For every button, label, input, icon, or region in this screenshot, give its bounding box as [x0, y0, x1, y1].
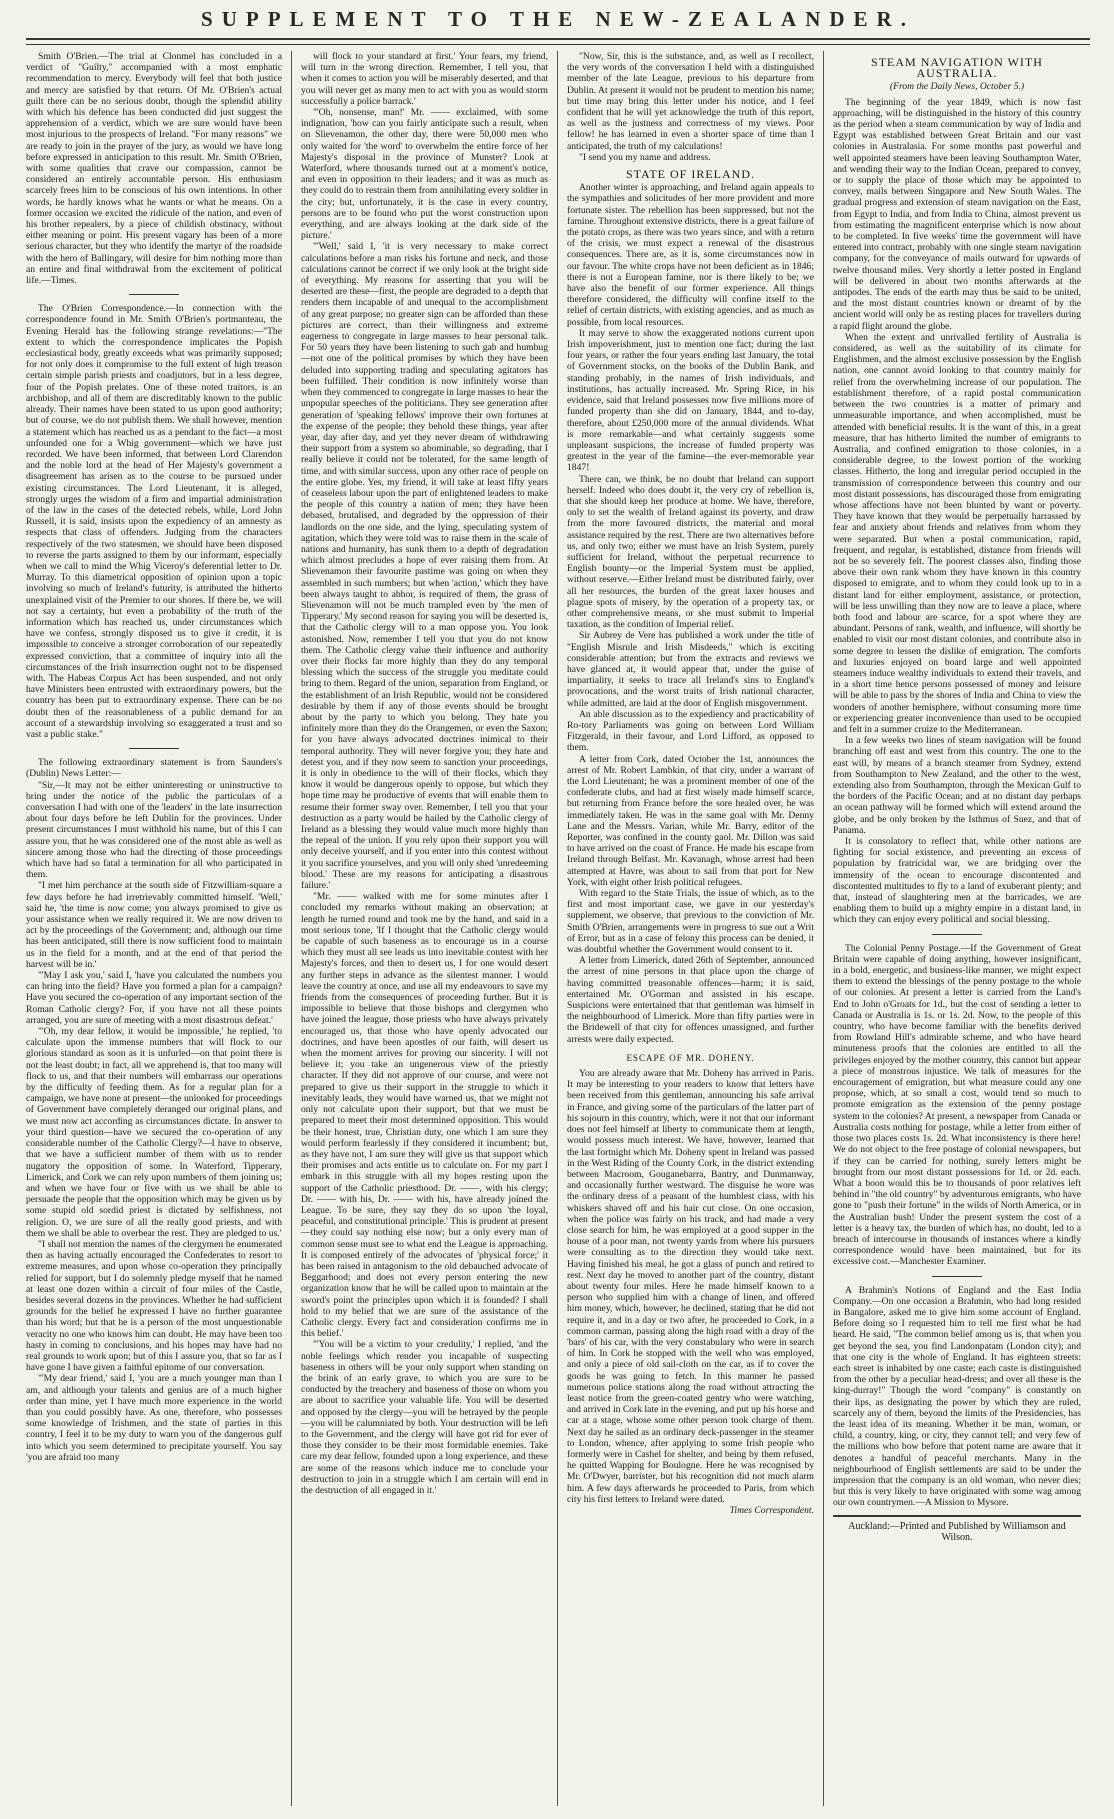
article-smith-obrien: Smith O'Brien.—The trial at Clonmel has concluded in a verdict of "Guilty," accompanied with a most emphatic recommendation to mercy. Everybody will feel that both justice and mercy are satisfied by that return. Of Mr. O'Brien's actual guilt there can be no serious doubt, though the splendid ability with which his defence has been conducted did just suggest the apprehension of a verdict, which we are sure would have been most injurious to the prospects of Ireland. "For many reasons" we are ready to join in the prayer of the jury, as would we have long before expressed in anticipation to this result. Mr. Smith O'Brien, with some qualities that crave our compassion, cannot be considered an entirely accountable person. His enthusiasm scarcely frees him to be conscious of his own intentions. In other words, he hardly knows what he wants or what he means. On a former occasion we excited the ridicule of the nation, and even of his brother repealers, by a piece of childish obstinacy, without either meaning or point. His present vagary has been of a more serious character, but they who identify the martyr of the roadside with the hero of Ballingary, will desire for him nothing more than an entire and final withdrawal from the excitement of political life.—Times.: [26, 51, 282, 287]
paragraph: An able discussion as to the expediency and practicability of Ro-tory Parliaments was going on between Lord William Fitzgerald, in their favour, and Lord Lifford, as opposed to them.: [567, 708, 814, 754]
divider: [932, 1276, 982, 1277]
paragraph: In a few weeks two lines of steam navigation will be found branching off east and west from this country. The one to the east will, by means of a branch steamer from Sydney, extend from Southampton to New Zealand, and the other to the west, extending also from Southampton, through the Mexican Gulf to the borders of the Pacific Ocean; and at no distant day perhaps an ocean pathway will be formed which will extend around the globe, and be only broken by the Isthmus of Suez, and that of Panama.: [833, 735, 1081, 836]
column-4: [824, 51, 1090, 1806]
column-1: [26, 51, 292, 1806]
divider: [932, 934, 982, 935]
article-obrien-correspondence: The O'Brien Correspondence.—In connection with the correspondence found in Mr. Smith O'Brien's portmanteau, the Evening Herald has the following strange revelations:—"The extent to which the correspondence implicates the Popish ecclesiastical body, greatly exceeds what was primarily supposed; for not only does it compromise to the full extent of high treason certain simple parish priests and coadjutors, but in a less degree, four of the Popish prelates. One of these noted traitors, is an archbishop, and all of them are discreditably known to the public already. Their names have been stated to us upon good authority; but of course, we do not publish them. We shall however, mention a statement which has reached us as a pendant to the fact—a most unfounded one for a Whig government—which we have just recorded. We have been informed, that between Lord Clarendon and the noble lord at the head of Her Majesty's government a disagreement has arisen as to the course to be pursued under existing circumstances. The Lord Lieutenant, it is alleged, strongly urges the wisdom of a firm and impartial administration of the law in the cases of the detected rebels, while, Lord John Russell, it is said, insists upon the expediency of an amnesty as respects that class of offenders. Judging from the characters respectively of the two statesmen, we should have been disposed to reverse the parts assigned to them by our informant, especially when we call to mind the Whig Viceroy's deferential letter to Dr. Murray. To this diametrical opposition of opinion upon a topic involving so much of Ireland's futurity, is attributed the hitherto unexplained visit of the Premier to our shores. If there be, we will not say a certainty, but even a probability of the truth of the information which has reached us, under circumstances which have we confess, strongly disposed us to give it credit, it is impossible to conceive a stronger corroboration of our repeatedly expressed conviction, that a committee of inquiry into all the circumstances of the Irish insurrection ought not to be dispensed with. The Habeas Corpus Act has been suspended, and not only have Ministers been entrusted with extraordinary powers, but the country has been put to extraordinary expense. There can be no doubt then of the reasonableness of a public demand for an account of a stewardship involving so exaggerated a trust and so vast a public stake.": [26, 303, 282, 740]
paragraph: "'My dear friend,' said I, 'you are a much younger man than I am, and although your talents and genius are of a much higher order than mine, yet I have much more experience in the world than you could possibly have. As one, therefore, who possesses some knowledge of Irishmen, and the state of parties in this country, I feel it to be my duty to warn you of the dangerous gulf into which you seem determined to precipitate yourself. You say 'you are afraid too many: [26, 1373, 282, 1463]
masthead-rule: [26, 42, 1090, 45]
paragraph: "Mr. —— walked with me for some minutes after I concluded my remarks without making an observation; at length he turned round and took me by the hand, and said in a most serious tone, 'If I thought that the Catholic clergy would be capable of such baseness as to encourage us in a course which they must all see leads us into inevitable contest with her Majesty's forces, and then to desert us, I for one would desert any further steps in advance as the silentest manner. I would leave the country at once, and use all my endeavours to save my friends from the consequences of proceeding further. But it is impossible to believe that those bishops and clergymen who have joined the league, those priests who have always privately encouraged us, that those who have openly advocated our doctrines, and have been apostles of our faith, will desert us when the moment arrives for proving our sincerity. I will not believe it; you take an ungenerous view of the priestly character. If they did not approve of our course, and were not prepared to give us their support in the struggle to which it inevitably leads, they would have warned us, that we might not only not calculate upon their support, but that we must be prepared to meet their most determined opposition. This would be their honest, true, Christian duty, one which I am sure they would perform fearlessly if they considered it incumbent; but, as they have not, I am sure they will give us that support which their promises and acts entitle us to calculate on. For my part I embark in this struggle with all my hopes resting upon the support of the Catholic priesthood. Dr. ——, with his clergy; Dr. —— with his, Dr. —— with his, have already joined the League. To be sure, they say they do so upon 'the loyal, peaceful, and constitutional principle.' This is prudent at present—they could say nothing else now; but a only every man of common sense must see to what end the League is approaching. It is composed entirely of the advocates of 'physical force;' it has been raised in antagonism to the old debauched advocate of Beggarhood; and does not every person entering the new organization know that he will be called upon to maintain at the sword's point the principles upon which it is founded? I shall hold to my belief that we are sure of the assistance of the Catholic clergy. Every fact and consideration confirms me in this belief.': [301, 891, 548, 1340]
article-saunders-intro: The following extraordinary statement is from Saunders's (Dublin) News Letter:—: [26, 757, 282, 780]
heading-escape-doheny: ESCAPE OF MR. DOHENY.: [626, 1052, 755, 1063]
paragraph: "'Well,' said I, 'it is very necessary to make correct calculations before a man risks his fortune and neck, and those calculations cannot be correct if we only look at the bright side of everything. My reasons for asserting that you will be deserted are these—first, the people are degraded to a depth that renders them incapable of and unequal to the accomplishment of any great purpose; no greater sign can be afforded than these pictures are correct, than their willingness and extreme eagerness to congregate in large masses to hear personal talk. For 50 years they have been listening to such gab and humbug—not one of the political promises by which they have been deluded into supporting trading and speculating agitators has been fulfilled. Their condition is now infinitely worse than when they commenced to congregate in large masses to hear the unpopular speeches of the politicians. They see generation after generation of 'speaking fellows' improve their own fortunes at the expense of the people; they behold these things, year after year, day after day, and yet they never dream of withdrawing their support from a system so abominable, so degrading, that I really believe it could not be tolerated, for the same length of time, and with similar success, upon any other race of people on the entire globe. Yes, my friend, it will take at least fifty years of ceaseless labour upon the part of enlightened leaders to make the people of this country a nation of men; they have been debased, brutalised, and degraded by the oppression of their landlords on the one side, and the lying, speculating system of agitation, which they were told was to raise them in the scale of nations and humanity, has sunk them to a depth of degradation which almost precludes a hope of ever raising them from. At Slievenamon their favourite pastime was going on when they assembled in such numbers; but when 'action,' which they have been always taught to abhor, is required of them, the grass of Slievenamon will not be much trampled even by 'the men of Tipperary.' My second reason for saying you will be deserted is, that the Catholic clergy will to a man oppose you. You look astonished. Now, remember I tell you that you do not know them. The Catholic clergy value their influence and authority over their flocks far more highly than they do any temporal blessing which the success of the struggle you meditate could bring to them. Regard of the union, separation from England, or the establishment of an Irish Republic, would not be considered desirable by them if any of those events should be brought about by the party to which you belong. They hate you infinitely more than they do the Orangemen, or even the Saxon; for you have always advocated doctrines inimical to their temporal authority. They will never forgive you; they hate and detest you, and if they now seem to sanction your proceedings, it is only in obedience to the will of their flocks, which they know it would be dangerous openly to oppose, but which they hope time may be productive of events that will enable them to resume their former sway over. Remember, I tell you that your destruction as a party would be hailed by the Catholic clergy of Ireland as a blessing they would value much more highly than the repeal of the union. If you rely upon their support you will only deceive yourself, and if you enter into this contest without it you sacrifice yourselves, and you will only shed 'unredeeming blood.' These are my reasons for anticipating a disastrous failure.': [301, 241, 548, 892]
paragraph: "I met him perchance at the south side of Fitzwilliam-square a few days before he had irretrievably committed himself. 'Well,' said he, 'the time is now come; you always promised to give us your assistance when we really required it. We are now driven to act by the proceedings of the Government; and, although our time has been anticipated, still there is now sufficient food to maintain us in the field for a month, and at the end of that period the harvest will be in.': [26, 880, 282, 970]
paragraph: "'Oh, nonsense, man!' Mr. —— exclaimed, with some indignation, 'how can you fairly anticipate such a result, when on Slievenamon, the other day, there were 50,000 men who only waited for 'the word' to overwhelm the entire force of her Majesty's disposal in the province of Munster? Look at Waterford, where thousands turned out at a moment's notice, and even in opposition to their leaders; and it was as much as they could do to restrain them from annihilating every soldier in the city; but, unfortunately, it is the case in every country, persons are to be found who put the worst construction upon everything, and are always looking at the dark side of the picture.': [301, 107, 548, 242]
paragraph: "'May I ask you,' said I, 'have you calculated the numbers you can bring into the field? Have you formed a plan for a campaign? Have you secured the co-operation of any important section of the Roman Catholic clergy? For, if you have not all these points arranged, you are sure of meeting with a most disastrous defeat.': [26, 970, 282, 1026]
paragraph: There can, we think, be no doubt that Ireland can support herself. Indeed who does doubt it, the very cry of rebellion is, that she should keep her produce at home. We have, therefore, only to set the wealth of Ireland against its poverty, and draw from the more favoured districts, the material and moral assistance required by the rest. There are two alternatives before us, and only two; either we must have an Irish System, purely sufficient for Ireland, without the perpetual recurrence to English bounty—or the Imperial System must be applied, without reserve.—Either Ireland must be distributed fairly, over all her resources, the burden of the great laxer houses and plague spots of misery, by the operation of a property tax, or other comprehensive means, or she must submit to Imperial taxation, as the condition of Imperial relief.: [567, 473, 814, 631]
paragraph: A letter from Limerick, dated 26th of September, announced the arrest of nine persons in that place upon the charge of having committed treasonable offences—harm; it is said, entertained Mr. O'Gorman and assisted in his escape. Suspicions were entertained that that gentleman was himself in the neighbourhood of Limerick. More than fifty parties were in the Bridewell of that city for offences unassigned, and further arrests were daily expected.: [567, 955, 814, 1045]
paragraph: will flock to your standard at first.' Your fears, my friend, will turn in the wrong direction. Remember, I tell you, that when it comes to action you will be miserably deserted, and that you will never get as many men to act with you as would storm successfully a police barrack.': [301, 51, 548, 107]
paragraph: "'Oh, my dear fellow, it would be impossible,' he replied, 'to calculate upon the immense numbers that will flock to our glorious standard as soon as it is unfurled—on that point there is not the least doubt; in fact, all we apprehend is, that too many will flock to us, and that their numbers will embarrass our operations by the difficulty of feeding them. As for a regular plan for a campaign, we have none at present—the unlooked for proceedings of Government have completely deranged our original plans, and we must now act according as circumstances dictate. In answer to your third question—have we secured the co-operation of any considerable number of the Catholic Clergy?—I have to observe, that we have a sufficient number of them with us to render nugatory the opposition of some. In Waterford, Tipperary, Limerick, and Cork we can rely upon numbers of them joining us; and when we have four or five with us we shall be able to persuade the people that the opposition which may be given us by some stupid old sordid priest is dictated by selfishness, not religion. O, we are sure of all the really good priests, and with them we shall be able to overbear the rest. They are pledged to us.': [26, 1026, 283, 1239]
paragraph: With regard to the State Trials, the issue of which, as to the first and most important case, we gave in our yesterday's supplement, we observe, that previous to the conviction of Mr. Smith O'Brien, arrangements were in progress to sue out a Writ of Error, but as in a case of felony this process can be denied, it was doubtful whether the Government would consent to it.: [567, 888, 814, 956]
heading-steam-navigation: STEAM NAVIGATION WITH AUSTRALIA.: [871, 55, 1043, 81]
masthead: SUPPLEMENT TO THE NEW-ZEALANDER.: [26, 0, 1090, 40]
paragraph: "I send you my name and address.: [579, 151, 711, 163]
source-daily-news: (From the Daily News, October 5.): [889, 81, 1025, 93]
paragraph: Another winter is approaching, and Ireland again appeals to the sympathies and solicitudes of her more provident and more fortunate sister. The rebellion has been suppressed, but not the famine. Throughout extensive districts, there is a great failure of the potato crops, as there was two years since, and with a return of the crisis, we must expect a renewal of the disastrous consequences. There are, as it is, some circumstances now in our favour. The white crops have not been deficient as in 1846; there is not a European famine, nor is there likely to be; we have also the benefit of our former experience. All things therefore considered, the difficulty will confine itself to the relief of certain districts, with existing agencies, and as much as possible, from local resources.: [567, 182, 814, 328]
paragraph: "'You will be a victim to your credulity,' I replied, 'and the noble feelings which render you incapable of suspecting baseness in others will be your only support when standing on the brink of an early grave, to which you are sure to be conducted by the treachery and baseness of those on whom you are about to sacrifice your valuable life. You will be deserted and opposed by the clergy—you will be betrayed by the people—you will be calumniated by both. Your destruction will be left to the Government, and the clergy will have got rid for ever of those they consider to be their most formidable enemies. Take care my dear fellow, founded upon a long experience, and these are some of the reasons which induce me to conclude your destruction to join in a struggle which I am certain will end in the destruction of all engaged in it.': [301, 1339, 548, 1496]
paragraph: It is consolatory to reflect that, while other nations are fighting for social existence, and preventing an excess of population by fratricidal war, we are bridging over the immensity of the ocean to encourage discontented and discontented multitudes to fly to a land of exuberant plenty; and that, instead of slaughtering men at the barricades, we are enabling them to build up a mighty empire in a distant land, in which they can enjoy every political and social blessing.: [833, 836, 1081, 926]
paragraph: "Now, Sir, this is the substance, and, as well as I recollect, the very words of the conversation I held with a distinguished member of the late League, previous to his departure from Dublin. At present it would not be prudent to mention his name; but time may bring this letter under his notice, and I feel confident that he will yet acknowledge the truth of this report, as well as the justness and correctness of my views. Poor fellow! he has learned in even a shorter space of time than I anticipated, the truth of my calculations!: [567, 51, 814, 152]
columns: [26, 51, 1090, 1806]
heading-state-of-ireland: STATE OF IRELAND.: [625, 167, 756, 182]
paragraph: A letter from Cork, dated October the 1st, announces the arrest of Mr. Robert Lambkin, of that city, under a warrant of the Lord Lieutenant; he was a prominent member of one of the confederate clubs, and had at first wisely made himself scarce, but returning from France before the sore healed over, he was immediately taken. He was in the same goal with Mr. Denny Lane and the Messrs. Varian, while Mr. Barry, editor of the Reporter, was confined in the county gaol. Mr. Dillon was said to have arrived on the coast of France. He made his escape from Ireland through Belfast. Mr. Kavanagh, whose arrest had been attempted at Havre, was about to sail from that port for New York, with eight other Irish political refugees.: [567, 753, 814, 888]
column-3: [558, 51, 824, 1806]
paragraph: Sir Aubrey de Vere has published a work under the title of "English Misrule and Irish Misdeeds," which is exciting considerable attention; but from the extracts and reviews we have glanced at, it would appear that, under the guise of impartiality, it seeks to trace all Ireland's sins to England's provocations, and the worst traits of Irish national character, while admitted, are laid at the door of English misgovernment.: [567, 630, 814, 709]
divider: [129, 748, 179, 749]
article-colonial-penny-postage: The Colonial Penny Postage.—If the Government of Great Britain were capable of doing anything, however insignificant, in a bold, energetic, and business-like manner, we might expect them to extend the blessings of the penny postage to the whole of our colonies. At present a letter is carried from the Land's End to John o'Groats for 1d., but the cost of sending a letter to Canada or Australia is 1s. or 1s. 2d. Now, to the people of this country, who have become familiar with the benefits derived from Rowland Hill's admirable scheme, and who have heard minuteness proofs that the colonies are entitled to all the privileges enjoyed by the mother country, this cannot but appear a piece of monstrous injustice. We talk of measures for the encouragement of emigration, but what measure could any one propose, which, at so small a cost, would tend so much to promote emigration as the extension of the penny postage system to the colonies? At present, a newspaper from Canada or Australia costs nothing for postage, while a letter from either of those two places costs 1s. 2d. What inconsistency is there here! We do not object to the free postage of colonial newspapers, but if they can be carried for nothing, surely letters might be brought from our most distant possessions for 1d. or 2d. each. What a boon would this be to thousands of poor relatives left behind in "the old country" by adventurous emigrants, who have gone to "push their fortune" in the wilds of North America, or in the Australian bush! Under the present system the cost of a letter is a heavy tax, the burden of which has, no doubt, led to a breach of intercourse in thousands of instances where a kindly correspondence would have been maintained, but for its excessive cost.—Manchester Examiner.: [833, 942, 1081, 1268]
divider: [129, 294, 179, 295]
paragraph: When the extent and unrivalled fertility of Australia is considered, as well as the suitability of its climate for Englishmen, and the almost exclusive possession by the English nation, one cannot avoid looking to that country mainly for relief from the overwhelming increase of our population. The establishment therefore, of a rapid postal communication between the two countries is a matter of primary and unmeasurable importance, and when accomplished, must be attended with beneficial results. It is the want of this, in a great measure, that has hitherto limited the number of emigrants to Australia, and confined emigration to those colonies, in a considerable degree, to the lowest portion of the working classes. Hitherto, the long and irregular period occupied in the transmission of correspondence between this country and our most distant possessions, has discouraged those from emigrating whose affections have not been blunted by want or poverty. They have known that they would be perpetually harrassed by fear and anxiety about friends and relatives from whom they were separated. But when a postal communication, rapid, frequent, and regular, is established, distance from friends will not be so severely felt. The poorest classes also, finding those above their own rank whom they have known in this country disposed to emigrate, and to whom they could look up to in a distant land for either employment, assistance, or protection, will be less unwilling than they now are to leave a place, where both food and labour are scarce, for a spot where they are abundant. Persons of rank, wealth, and influence, will shortly be enabled to visit our most distant colonies, and contribute also in some degree to lessen the dislike of emigration. The comforts and luxuries enjoyed on board large and well appointed steamers induce wealthy individuals to extend their travels, and in a short time hence persons possessed of money and leisure will be able to pass by the shores of India and China to view the wonders of another hemisphere, without consuming more time or experiencing greater inconvenience than used to be occupied and felt in a summer cruize to the Mediterranean.: [833, 331, 1081, 735]
signature: Times Correspondent.: [729, 1505, 814, 1516]
paragraph: You are already aware that Mr. Doheny has arrived in Paris. It may be interesting to your readers to know that letters have been received from this gentleman, announcing his safe arrival in France, and giving some of the particulars of the latter part of his sojourn in this country, which, were it not that our informant does not feel himself at liberty to communicate them at length, would possess much interest. We have, however, learned that the last fortnight which Mr. Doheny spent in Ireland was passed in the West Riding of the County Cork, in the district extending between Macroom, Gouganebarra, Bantry, and Dunmanway, and occasionally further westward. The disguise he wore was the ordinary dress of a peasant of the humblest class, with his whiskers shaved off and his hair cut close. On one occasion, when the police was fairly on his track, and had made a very close search for him, he was employed at a good supper in the house of a poor man, not twenty yards from where his pursuers were consulting as to the direction they would take next. Having finished his meal, he got a glass of punch and retired to rest. Next day he moved to another part of the country, distant about twenty four miles. Here he made himself known to a person who supplied him with a change of linen, and offered him money, which, however, he declined, stating that he did not require it, and in a day or two after, he proceeded to Cork, in a common carman, passing along the high road with a dray of the 'bars' of his car, with the very constabulary who were in search of him. In Cork he stopped with the well who was employed, and only a piece of old sail-cloth on the car, as if to cover the goods he was going to fetch. In this manner he passed numerous police stations along the road without attracting the least notice from the green-coated gentry who were watching, and arrived in Cork late in the evening, and put up his horse and car at a stage, whose some other person took charge of them. Next day he sailed as an ordinary deck-passenger in the steamer to London, whence, after applying to some Irish people who formerly were in Cashel for shelter, and being by them refused, he quitted Wapping for Boulogne. Here he was recognised by Mr. O'Dwyer, barrister, but his recognition did not much alarm him. A few days afterwards he proceeded to Paris, from which city his first letters to Ireland were dated.: [567, 1068, 814, 1505]
paragraph: The beginning of the year 1849, which is now fast approaching, will be distinguished in the history of this country as the period when a steam communication by way of India and Egypt was established between Great Britain and our vast colonies in Australasia. For some months past powerful and well appointed steamers have been leaving Southampton Water, and wending their way to the Indian Ocean, prepared to convey, or to supply the place of those which may be appointed to convey, mails between Singapore and New South Wales. The gradual progress and extension of steam navigation on the East, from Egypt to India, and from India to China, almost prevent us from estimating the magnificent enterprise which is now about to be completed. In five weeks' time the government will have entered into contract, probably with one single steam navigation company, for the conveyance of mails outward for upwards of twelve thousand miles. Very shortly a letter posted in England will be delivered in about two months afterwards at the antipodes. The ends of the earth may thus be said to be united, and the most distant countries known or dreamt of by the ancient world will only be as resting places for travellers during a rapid flight around the globe.: [833, 96, 1081, 332]
paragraph: It may serve to show the exaggerated notions current upon Irish impoverishment, just to mention one fact; during the last four years, or rather the four years ending last January, the total of Government stocks, on the books of the Dublin Bank, and standing probably, in the names of Irish individuals, and institutions, has actually increased. Mr. Spring Rice, in his evidence, said that Ireland possesses now five millions more of funded property than she did on January, 1844, and to-day, therefore, about £250,000 more of the annual dividends. What is more remarkable—and what certainly suggests some unpleasant suspicions, the increase of funded property was greatest in the year of the famine—the ever-memorable year 1847!: [567, 327, 814, 474]
column-2: [292, 51, 558, 1806]
article-brahmin-notions: A Brahmin's Notions of England and the East India Company.—On one occasion a Brahmin, who had long resided in Bangalore, asked me to give him some account of England. Before doing so I requested him to tell me first what he had heard. He said, "The common belief among us is, that when you get beyond the sea, you find Landonpatam (London city); and that one city is the whole of England. It has eighteen streets: each street is inhabited by one caste; each caste is distinguished from the other by a peculiar head-dress; and over all these is the king-durray!" Though the word "company" is constantly on their lips, as designating the power by which they are ruled, scarcely any of them, beyond the limits of the Presidencies, has the least idea of its meaning. Whether it be man, woman, or child, a country, king, or city, they cannot tell; and very few of the millions who bow before that potent name are aware that it denotes a handful of peaceful merchants. Many in the neighbourhood of English settlements are said to be under the impression that the company is an old woman, who never dies; but this is very likely to have originated with some wag among our own countrymen.—A Mission to Mysore.: [833, 1284, 1081, 1509]
paragraph: "Sir,—It may not be either uninteresting or uninstructive to bring under the notice of the public the particulars of a conversation I had with one of the 'leaders' in the late insurrection about four days before he left Dublin for the provinces. Under present circumstances I must withhold his name, but of this I can assure you, that he was considered one of the most able as well as sincere among those who had the directing of those proceedings which have had so fatal a termination for all who participated in them.: [26, 779, 282, 881]
paragraph: "I shall not mention the names of the clergymen he enumerated then as having actually encouraged the Confederates to resort to extreme measures, and upon whose co-operation they principally relied for support, but I do solemnly pledge myself that he named at least one dozen within a circuit of four miles of the Castle, besides several dozens in the provinces. Whether he had sufficient grounds for the belief he expressed I have no further guarantee than his word; but that he is a person of the most unquestionable veracity no one who knows him can doubt. He may have been too hasty in coming to conclusions, and his hopes may have had no real grounds to work upon; but of this I assure you, that so far as I have gone I have given a faithful epitome of our conversation.: [26, 1238, 282, 1374]
imprint: Auckland:—Printed and Published by Williamson and Wilson.: [833, 1515, 1081, 1543]
